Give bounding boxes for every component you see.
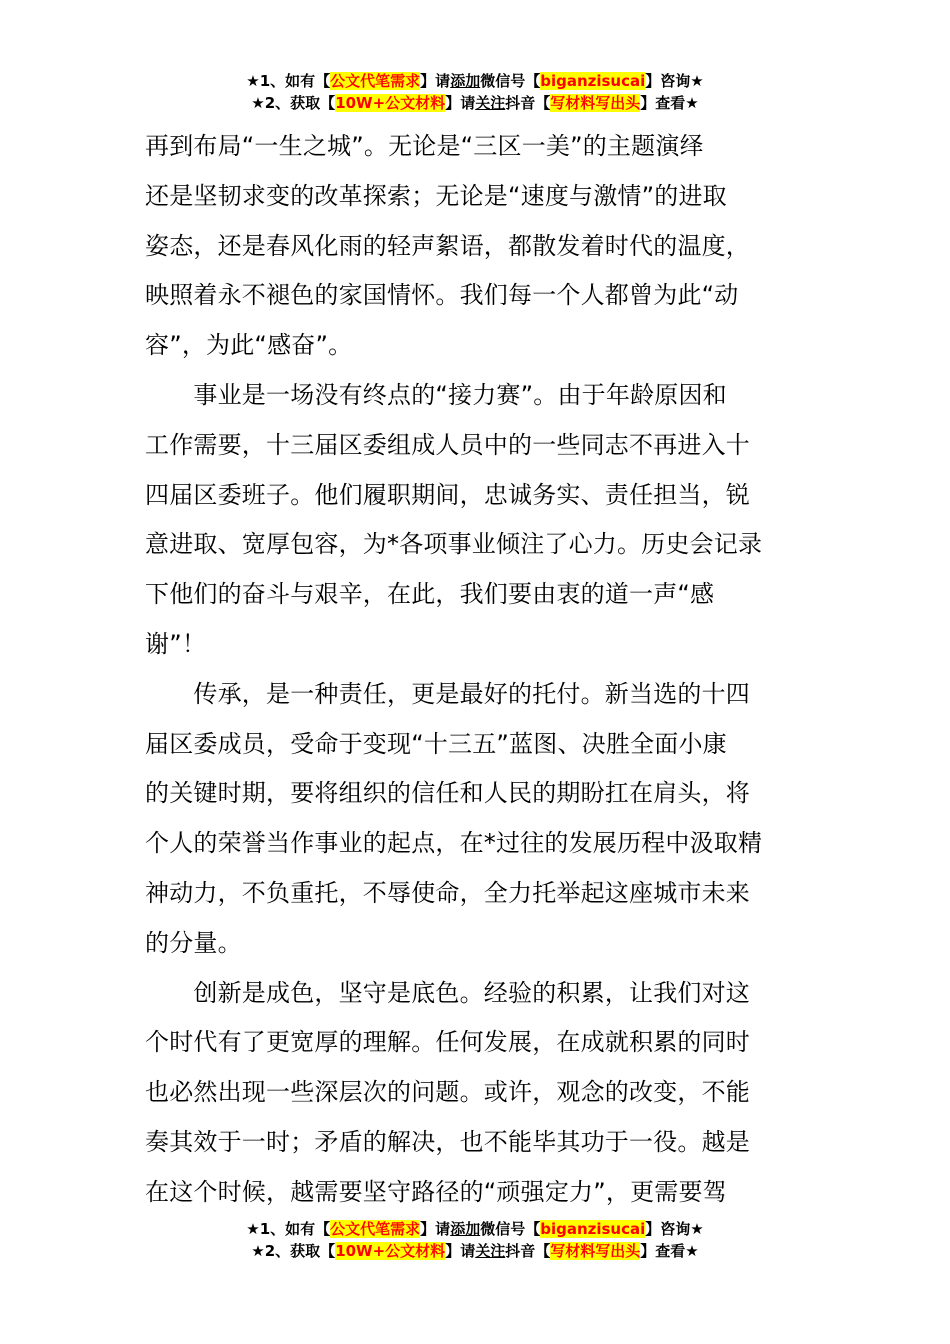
text-line: 意进取、宽厚包容，为*各项事业倾注了心力。历史会记录 <box>145 530 763 559</box>
highlight-text: 10W+公文材料 <box>335 94 446 112</box>
header-text: 抖音【 <box>505 94 551 112</box>
underlined-text: 添加 <box>450 72 481 90</box>
text-line: 姿态，还是春风化雨的轻声絮语，都散发着时代的温度， <box>145 231 750 260</box>
footer-banner <box>0 1218 950 1262</box>
footer-text: 抖音【 <box>505 1242 551 1260</box>
text-line: 创新是成色，坚守是底色。经验的积累，让我们对这 <box>145 978 750 1007</box>
text-line: 也必然出现一些深层次的问题。或许，观念的改变，不能 <box>145 1078 750 1107</box>
footer-text: 微信号【 <box>480 1220 541 1238</box>
text-line: 神动力，不负重托，不辱使命，全力托举起这座城市未来 <box>145 878 750 907</box>
text-line: 的关键时期，要将组织的信任和人民的期盼扛在肩头，将 <box>145 779 750 808</box>
text-line: 下他们的奋斗与艰辛，在此，我们要由衷的道一声“感 <box>145 580 715 609</box>
underlined-text: 关注 <box>475 94 506 112</box>
header-text: 】咨询★ <box>645 72 704 90</box>
document-body <box>145 122 810 1218</box>
header-text: 】请 <box>420 72 451 90</box>
text-line: 的分量。 <box>145 928 242 957</box>
text-line: 容”，为此“感奋”。 <box>145 331 353 360</box>
footer-text: ★2、获取【 <box>251 1242 336 1260</box>
text-line: 奏其效于一时；矛盾的解决，也不能毕其功于一役。越是 <box>145 1127 750 1156</box>
highlight-text: 10W+公文材料 <box>335 1242 446 1260</box>
underlined-text: 添加 <box>450 1220 481 1238</box>
header-text: 微信号【 <box>480 72 541 90</box>
footer-text: 】请 <box>420 1220 451 1238</box>
text-line: 谢”！ <box>145 629 207 658</box>
highlight-text: 公文代笔需求 <box>330 72 421 90</box>
wechat-id: biganzisucai <box>540 72 646 90</box>
footer-line-1 <box>0 1218 950 1240</box>
header-text: 】请 <box>445 94 476 112</box>
text-line: 事业是一场没有终点的“接力赛”。由于年龄原因和 <box>145 380 727 409</box>
header-text: ★1、如有【 <box>246 72 331 90</box>
douyin-account: 写材料写出头 <box>550 94 641 112</box>
text-line: 传承，是一种责任，更是最好的托付。新当选的十四 <box>145 679 750 708</box>
text-line: 个时代有了更宽厚的理解。任何发展，在成就积累的同时 <box>145 1028 750 1057</box>
wechat-id: biganzisucai <box>540 1220 646 1238</box>
text-line: 届区委成员，受命于变现“十三五”蓝图、决胜全面小康 <box>145 729 727 758</box>
header-banner <box>0 70 950 114</box>
douyin-account: 写材料写出头 <box>550 1242 641 1260</box>
header-text: 】查看★ <box>640 94 699 112</box>
highlight-text: 公文代笔需求 <box>330 1220 421 1238</box>
footer-text: 】咨询★ <box>645 1220 704 1238</box>
text-line: 个人的荣誉当作事业的起点，在*过往的发展历程中汲取精 <box>145 829 763 858</box>
underlined-text: 关注 <box>475 1242 506 1260</box>
header-line-2 <box>0 92 950 114</box>
text-line: 再到布局“一生之城”。无论是“三区一美”的主题演绎 <box>145 132 704 160</box>
text-line: 还是坚韧求变的改革探索；无论是“速度与激情”的进取 <box>145 181 727 210</box>
footer-text: 】查看★ <box>640 1242 699 1260</box>
footer-text: ★1、如有【 <box>246 1220 331 1238</box>
text-line: 在这个时候，越需要坚守路径的“顽强定力”，更需要驾 <box>145 1177 727 1206</box>
footer-line-2 <box>0 1240 950 1262</box>
header-text: ★2、获取【 <box>251 94 336 112</box>
text-line: 四届区委班子。他们履职期间，忠诚务实、责任担当，锐 <box>145 480 750 509</box>
text-line: 映照着永不褪色的家国情怀。我们每一个人都曾为此“动 <box>145 281 739 310</box>
footer-text: 】请 <box>445 1242 476 1260</box>
header-line-1 <box>0 70 950 92</box>
text-line: 工作需要，十三届区委组成人员中的一些同志不再进入十 <box>145 430 750 459</box>
